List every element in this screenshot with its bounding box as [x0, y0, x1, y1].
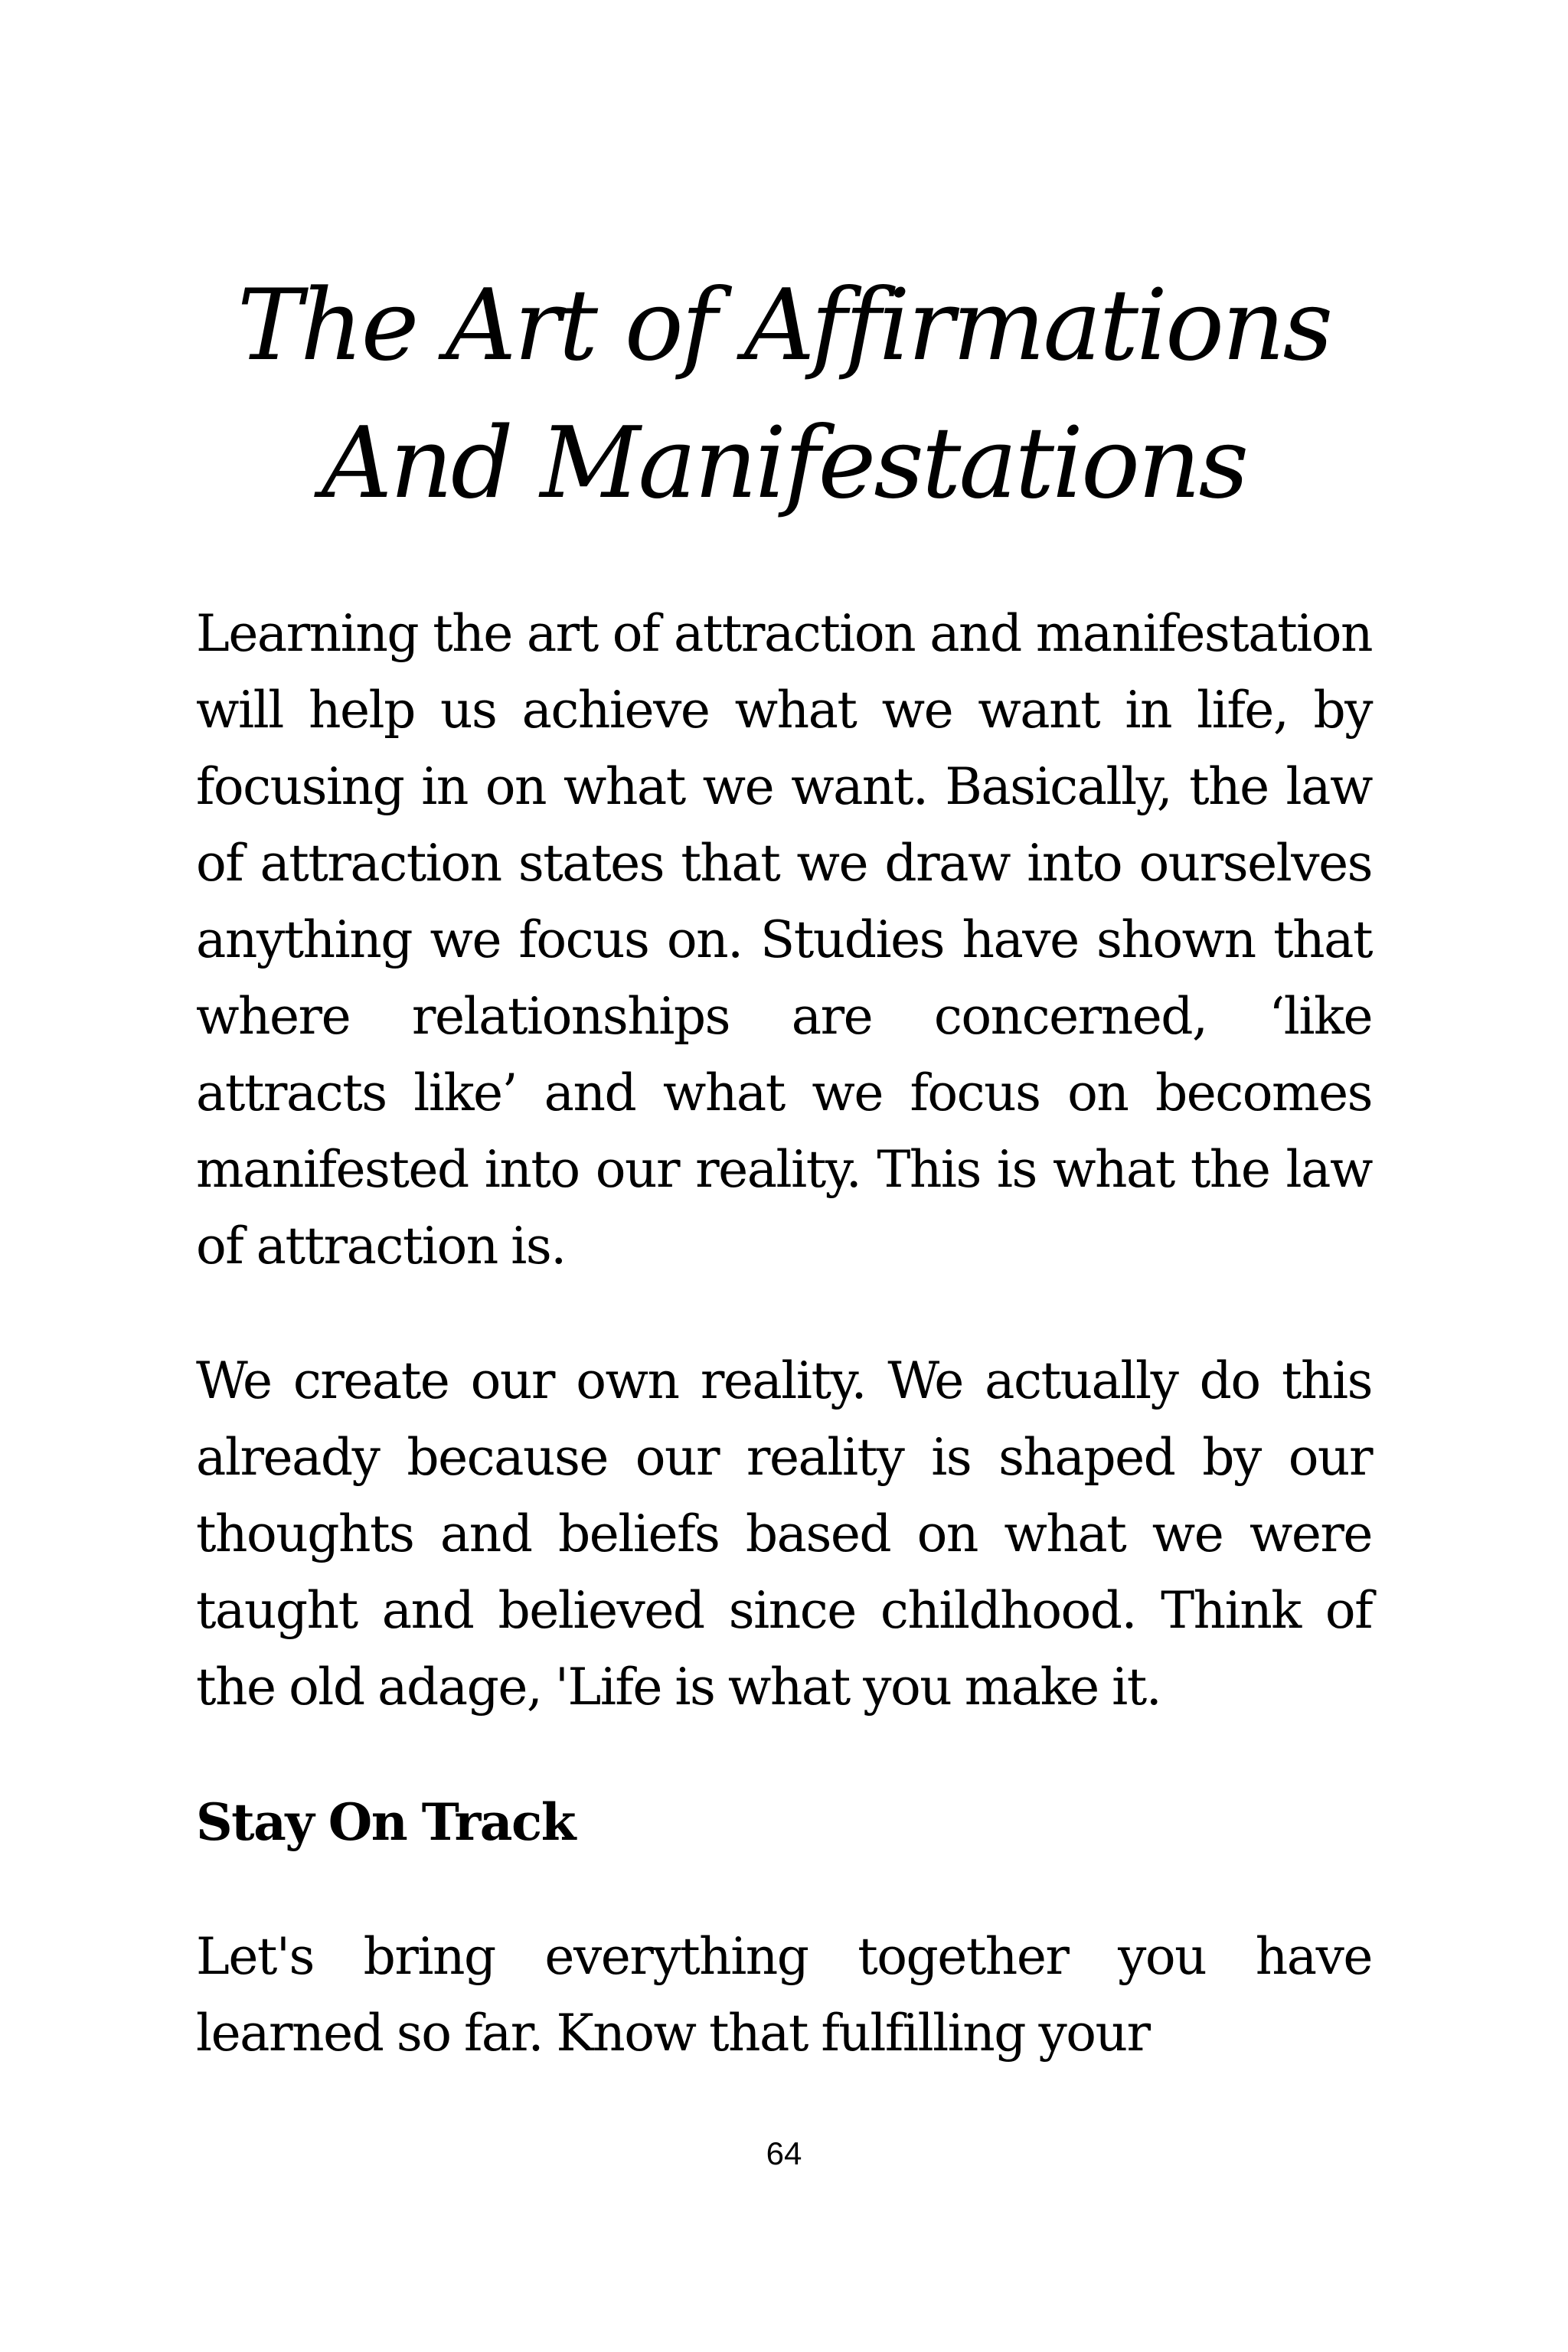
- paragraph-law-of-attraction: Learning the art of attraction and manifestation will help us achieve what we want in life, by focusing in on what we want. Basically, the law of attraction states that we draw into ourselves anything we focus on. Studies have shown that where relationships are concerned, ‘like attracts like’ and what we focus on becomes manifested into our reality. This is what the law of attraction is.: [196, 604, 1372, 1276]
- chapter-title: [0, 257, 1568, 533]
- paragraph-create-reality: We create our own reality. We actually do this already because our reality is shaped by our thoughts and beliefs based on what we were taught and believed since childhood. Think of the old adage, 'Life is what you make it.: [196, 1351, 1372, 1717]
- section-heading-stay-on-track: Stay On Track: [196, 1792, 575, 1852]
- page-number: 64: [766, 2135, 802, 2171]
- chapter-body: [196, 596, 1372, 2072]
- paragraph-stay-on-track: Let's bring everything together you have learned so far. Know that fulfilling your: [196, 1927, 1372, 2063]
- chapter-title-line-1: The Art of Affirmations: [237, 269, 1331, 383]
- chapter-title-line-2: And Manifestations: [321, 407, 1247, 521]
